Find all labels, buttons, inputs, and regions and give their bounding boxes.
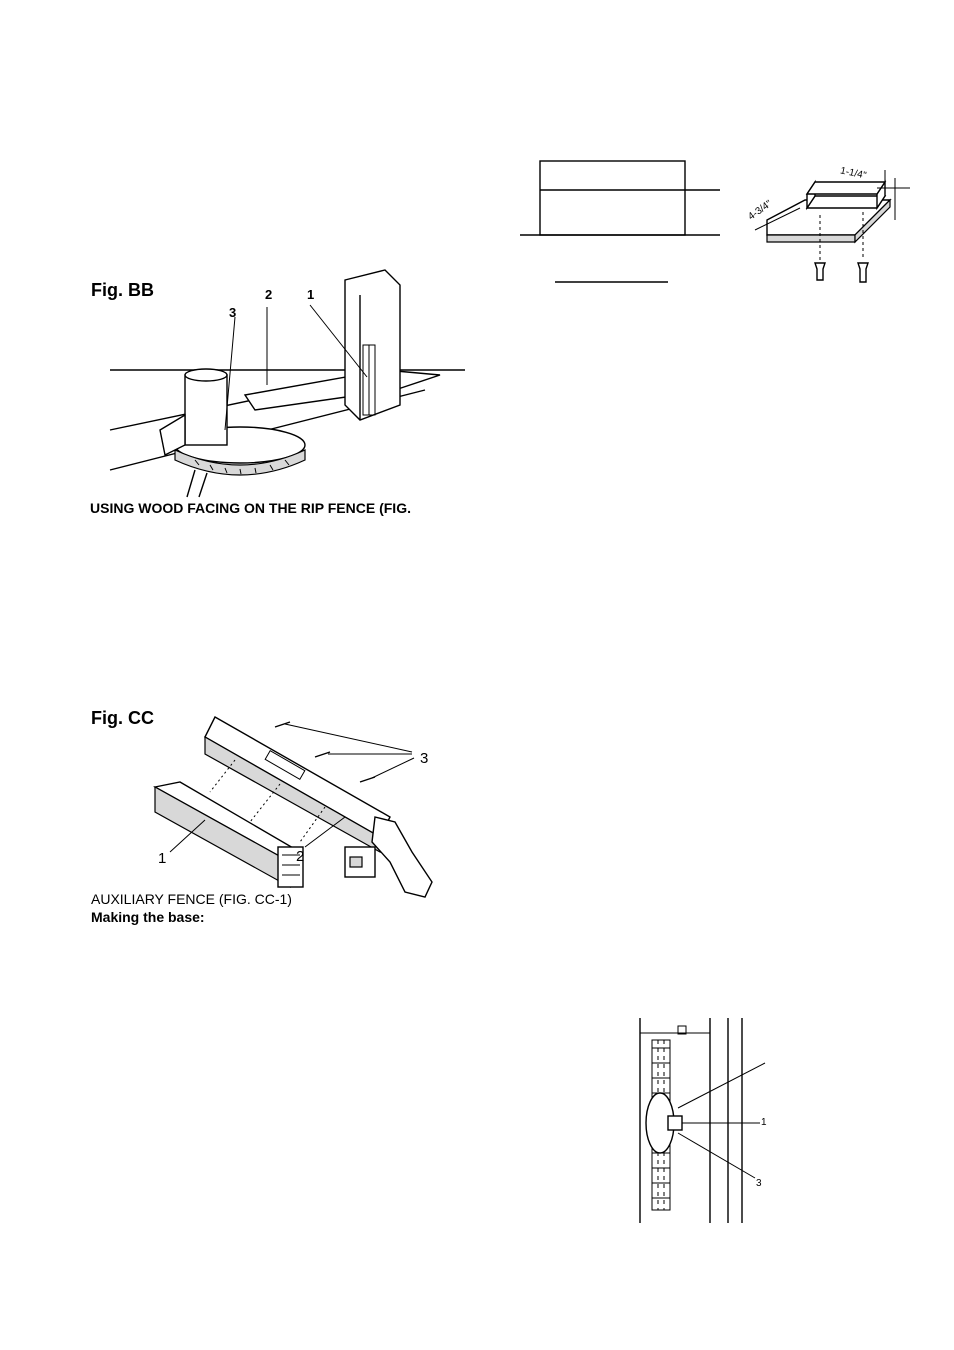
heading-auxiliary-fence: AUXILIARY FENCE (FIG. CC-1) [91, 891, 292, 907]
dimension-top-label: 1-1/4" [839, 165, 868, 182]
fig-bb-illustration [95, 265, 475, 500]
fig-cc-callout-3: 3 [420, 750, 429, 767]
fig-cc-callout-2: 2 [296, 848, 305, 865]
bottom-right-figure [630, 1018, 780, 1228]
heading-wood-facing: USING WOOD FACING ON THE RIP FENCE (FIG. [90, 500, 411, 516]
bottom-figure-callout-1: 1 [761, 1117, 767, 1128]
bottom-figure-callout-3: 3 [756, 1178, 762, 1189]
fig-cc-title: Fig. CC [91, 708, 154, 728]
fig-bb-title: Fig. BB [91, 280, 154, 300]
subheading-making-base: Making the base: [91, 909, 205, 925]
fig-bb-callout-1: 1 [307, 287, 315, 302]
fig-bb-callout-3: 3 [229, 305, 237, 320]
fig-cc-callout-1: 1 [158, 850, 167, 867]
dimension-side-label: 4-3/4" [746, 198, 775, 223]
auxiliary-fence-base-diagram [745, 160, 915, 290]
fig-bb-callout-2: 2 [265, 287, 273, 302]
